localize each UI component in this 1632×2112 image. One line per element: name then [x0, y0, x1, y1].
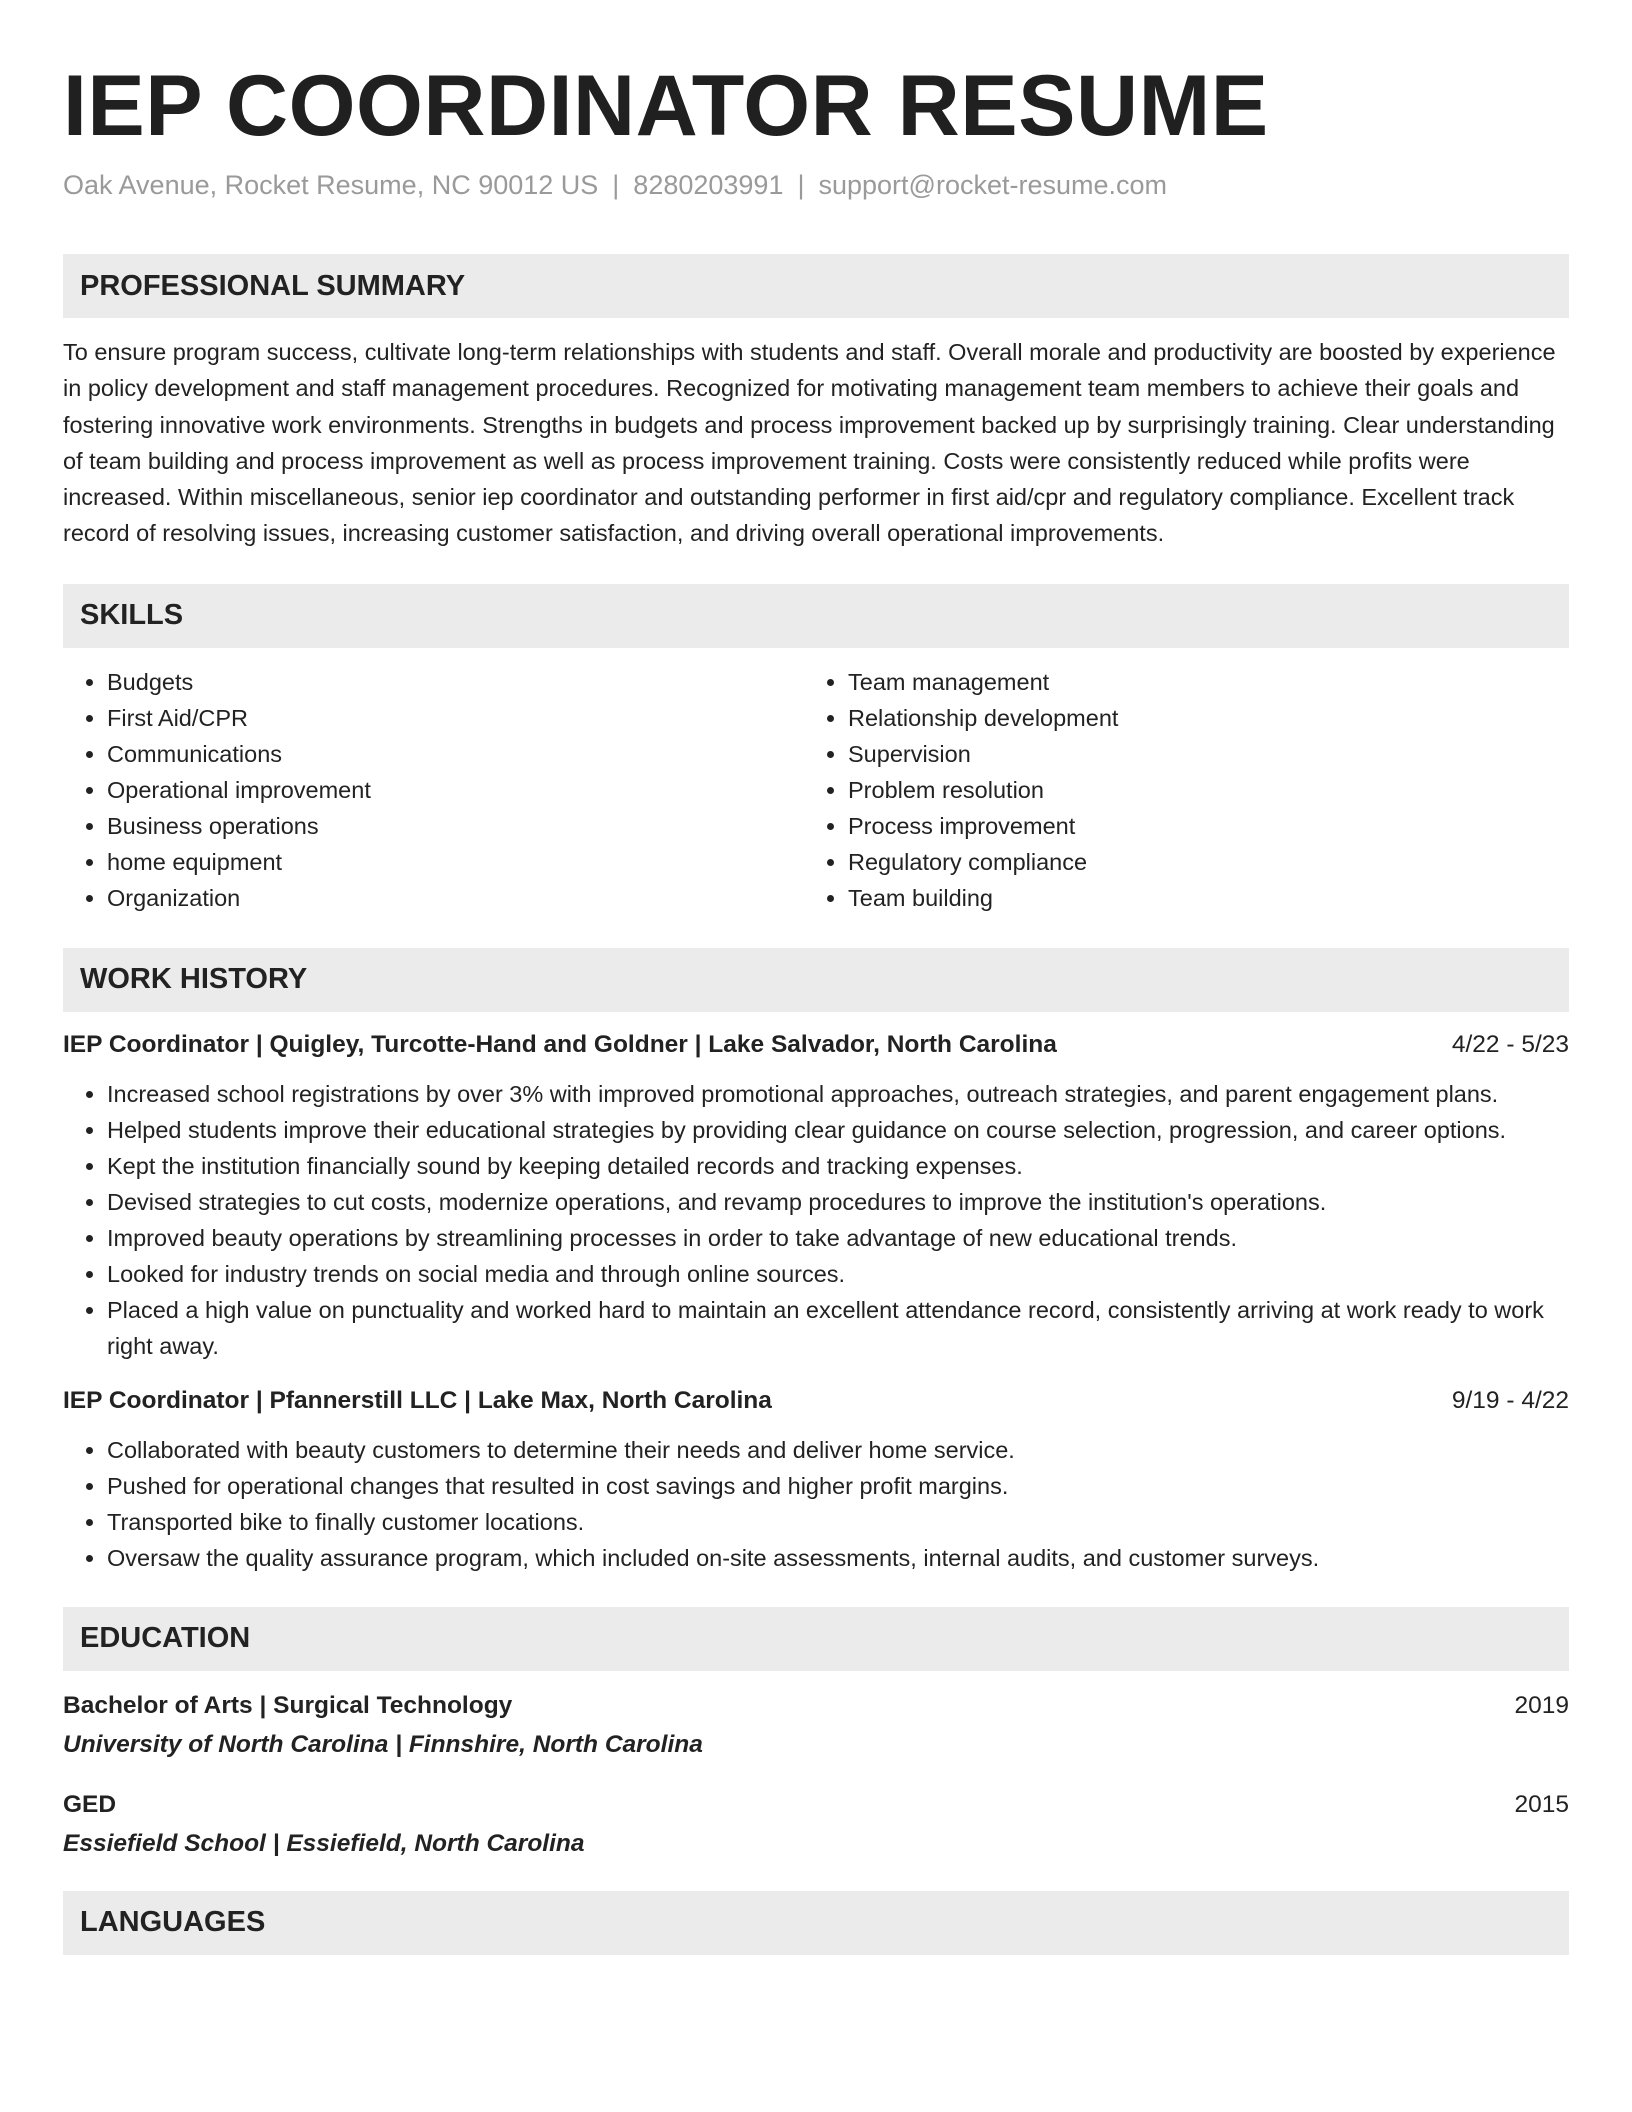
skills-column-right	[804, 664, 1569, 916]
education-school: Essiefield School | Essiefield, North Carolina	[63, 1829, 585, 1857]
education-degree: Bachelor of Arts | Surgical Technology	[63, 1691, 513, 1719]
skill-item: • Process improvement	[848, 808, 1569, 844]
summary-heading: PROFESSIONAL SUMMARY	[63, 254, 1569, 318]
job-bullets	[63, 1076, 1569, 1364]
job-bullet: • Kept the institution financially sound by keeping detailed records and tracking expenses.	[107, 1148, 1569, 1184]
job-dates: 4/22 - 5/23	[1451, 1030, 1569, 1058]
job-title: IEP Coordinator | Pfannerstill LLC | Lake Max, North Carolina	[63, 1386, 772, 1414]
skill-item: • home equipment	[107, 844, 804, 880]
job-bullet: • Collaborated with beauty customers to determine their needs and deliver home service.	[107, 1432, 1569, 1468]
education-year: 2019	[1514, 1691, 1569, 1719]
skill-item: • Budgets	[107, 664, 804, 700]
skill-item: • Organization	[107, 880, 804, 916]
skill-item: • Team building	[848, 880, 1569, 916]
job-bullet: • Pushed for operational changes that resulted in cost savings and higher profit margins.	[107, 1468, 1569, 1504]
skill-item: • Team management	[848, 664, 1569, 700]
summary-text: To ensure program success, cultivate long-term relationships with students and staff. Overall morale and productivity are boosted by experience in policy development and staff management procedures. Recognized for motivating management team members to achieve their goals and fostering innovative work environments. Strengths in budgets and process improvement backed up by surprisingly training. Clear understanding of team building and process improvement as well as process improvement training. Costs were consistently reduced while profits were increased. Within miscellaneous, senior iep coordinator and outstanding performer in first aid/cpr and regulatory compliance. Excellent track record of resolving issues, increasing customer satisfaction, and driving overall operational improvements.	[63, 339, 1556, 547]
work-history-heading: WORK HISTORY	[63, 948, 1569, 1012]
contact-address: Oak Avenue, Rocket Resume, NC 90012 US	[63, 170, 599, 200]
job-title: IEP Coordinator | Quigley, Turcotte-Hand and Goldner | Lake Salvador, North Carolina	[63, 1030, 1057, 1058]
job-dates: 9/19 - 4/22	[1451, 1386, 1569, 1414]
education-header	[63, 1788, 1569, 1822]
skill-item: • Communications	[107, 736, 804, 772]
education-degree: GED	[63, 1790, 117, 1818]
skill-item: • Regulatory compliance	[848, 844, 1569, 880]
contact-separator: |	[612, 170, 620, 200]
skills-list	[63, 664, 1569, 916]
job-header	[63, 1028, 1569, 1062]
job-bullet: • Transported bike to finally customer locations.	[107, 1504, 1569, 1540]
job-bullet: • Looked for industry trends on social media and through online sources.	[107, 1256, 1569, 1292]
skill-item: • Supervision	[848, 736, 1569, 772]
job-bullet: • Increased school registrations by over 3% with improved promotional approaches, outreach strategies, and parent engagement plans.	[107, 1076, 1569, 1112]
skill-item: • Relationship development	[848, 700, 1569, 736]
skill-item: • Problem resolution	[848, 772, 1569, 808]
job-header	[63, 1384, 1569, 1418]
skill-item: • Business operations	[107, 808, 804, 844]
skills-heading: SKILLS	[63, 584, 1569, 648]
job-bullet: • Placed a high value on punctuality and worked hard to maintain an excellent attendance record, consistently arriving at work ready to work right away.	[107, 1292, 1569, 1364]
skill-item: • First Aid/CPR	[107, 700, 804, 736]
languages-heading: LANGUAGES	[63, 1891, 1569, 1955]
job-bullet: • Oversaw the quality assurance program, which included on-site assessments, internal audits, and customer surveys.	[107, 1540, 1569, 1576]
skills-column-left	[63, 664, 804, 916]
education-header	[63, 1689, 1569, 1723]
skill-item: • Operational improvement	[107, 772, 804, 808]
education-school: University of North Carolina | Finnshire, North Carolina	[63, 1730, 703, 1758]
contact-separator: |	[797, 170, 805, 200]
resume-title: IEP COORDINATOR RESUME	[63, 58, 1269, 154]
contact-email: support@rocket-resume.com	[818, 170, 1168, 200]
job-bullet: • Devised strategies to cut costs, modernize operations, and revamp procedures to improve the institution's operations.	[107, 1184, 1569, 1220]
job-bullets	[63, 1432, 1569, 1576]
education-heading: EDUCATION	[63, 1607, 1569, 1671]
job-bullet: • Improved beauty operations by streamlining processes in order to take advantage of new educational trends.	[107, 1220, 1569, 1256]
contact-phone: 8280203991	[633, 170, 784, 200]
education-year: 2015	[1514, 1790, 1569, 1818]
contact-line	[63, 168, 1569, 202]
job-bullet: • Helped students improve their educational strategies by providing clear guidance on course selection, progression, and career options.	[107, 1112, 1569, 1148]
